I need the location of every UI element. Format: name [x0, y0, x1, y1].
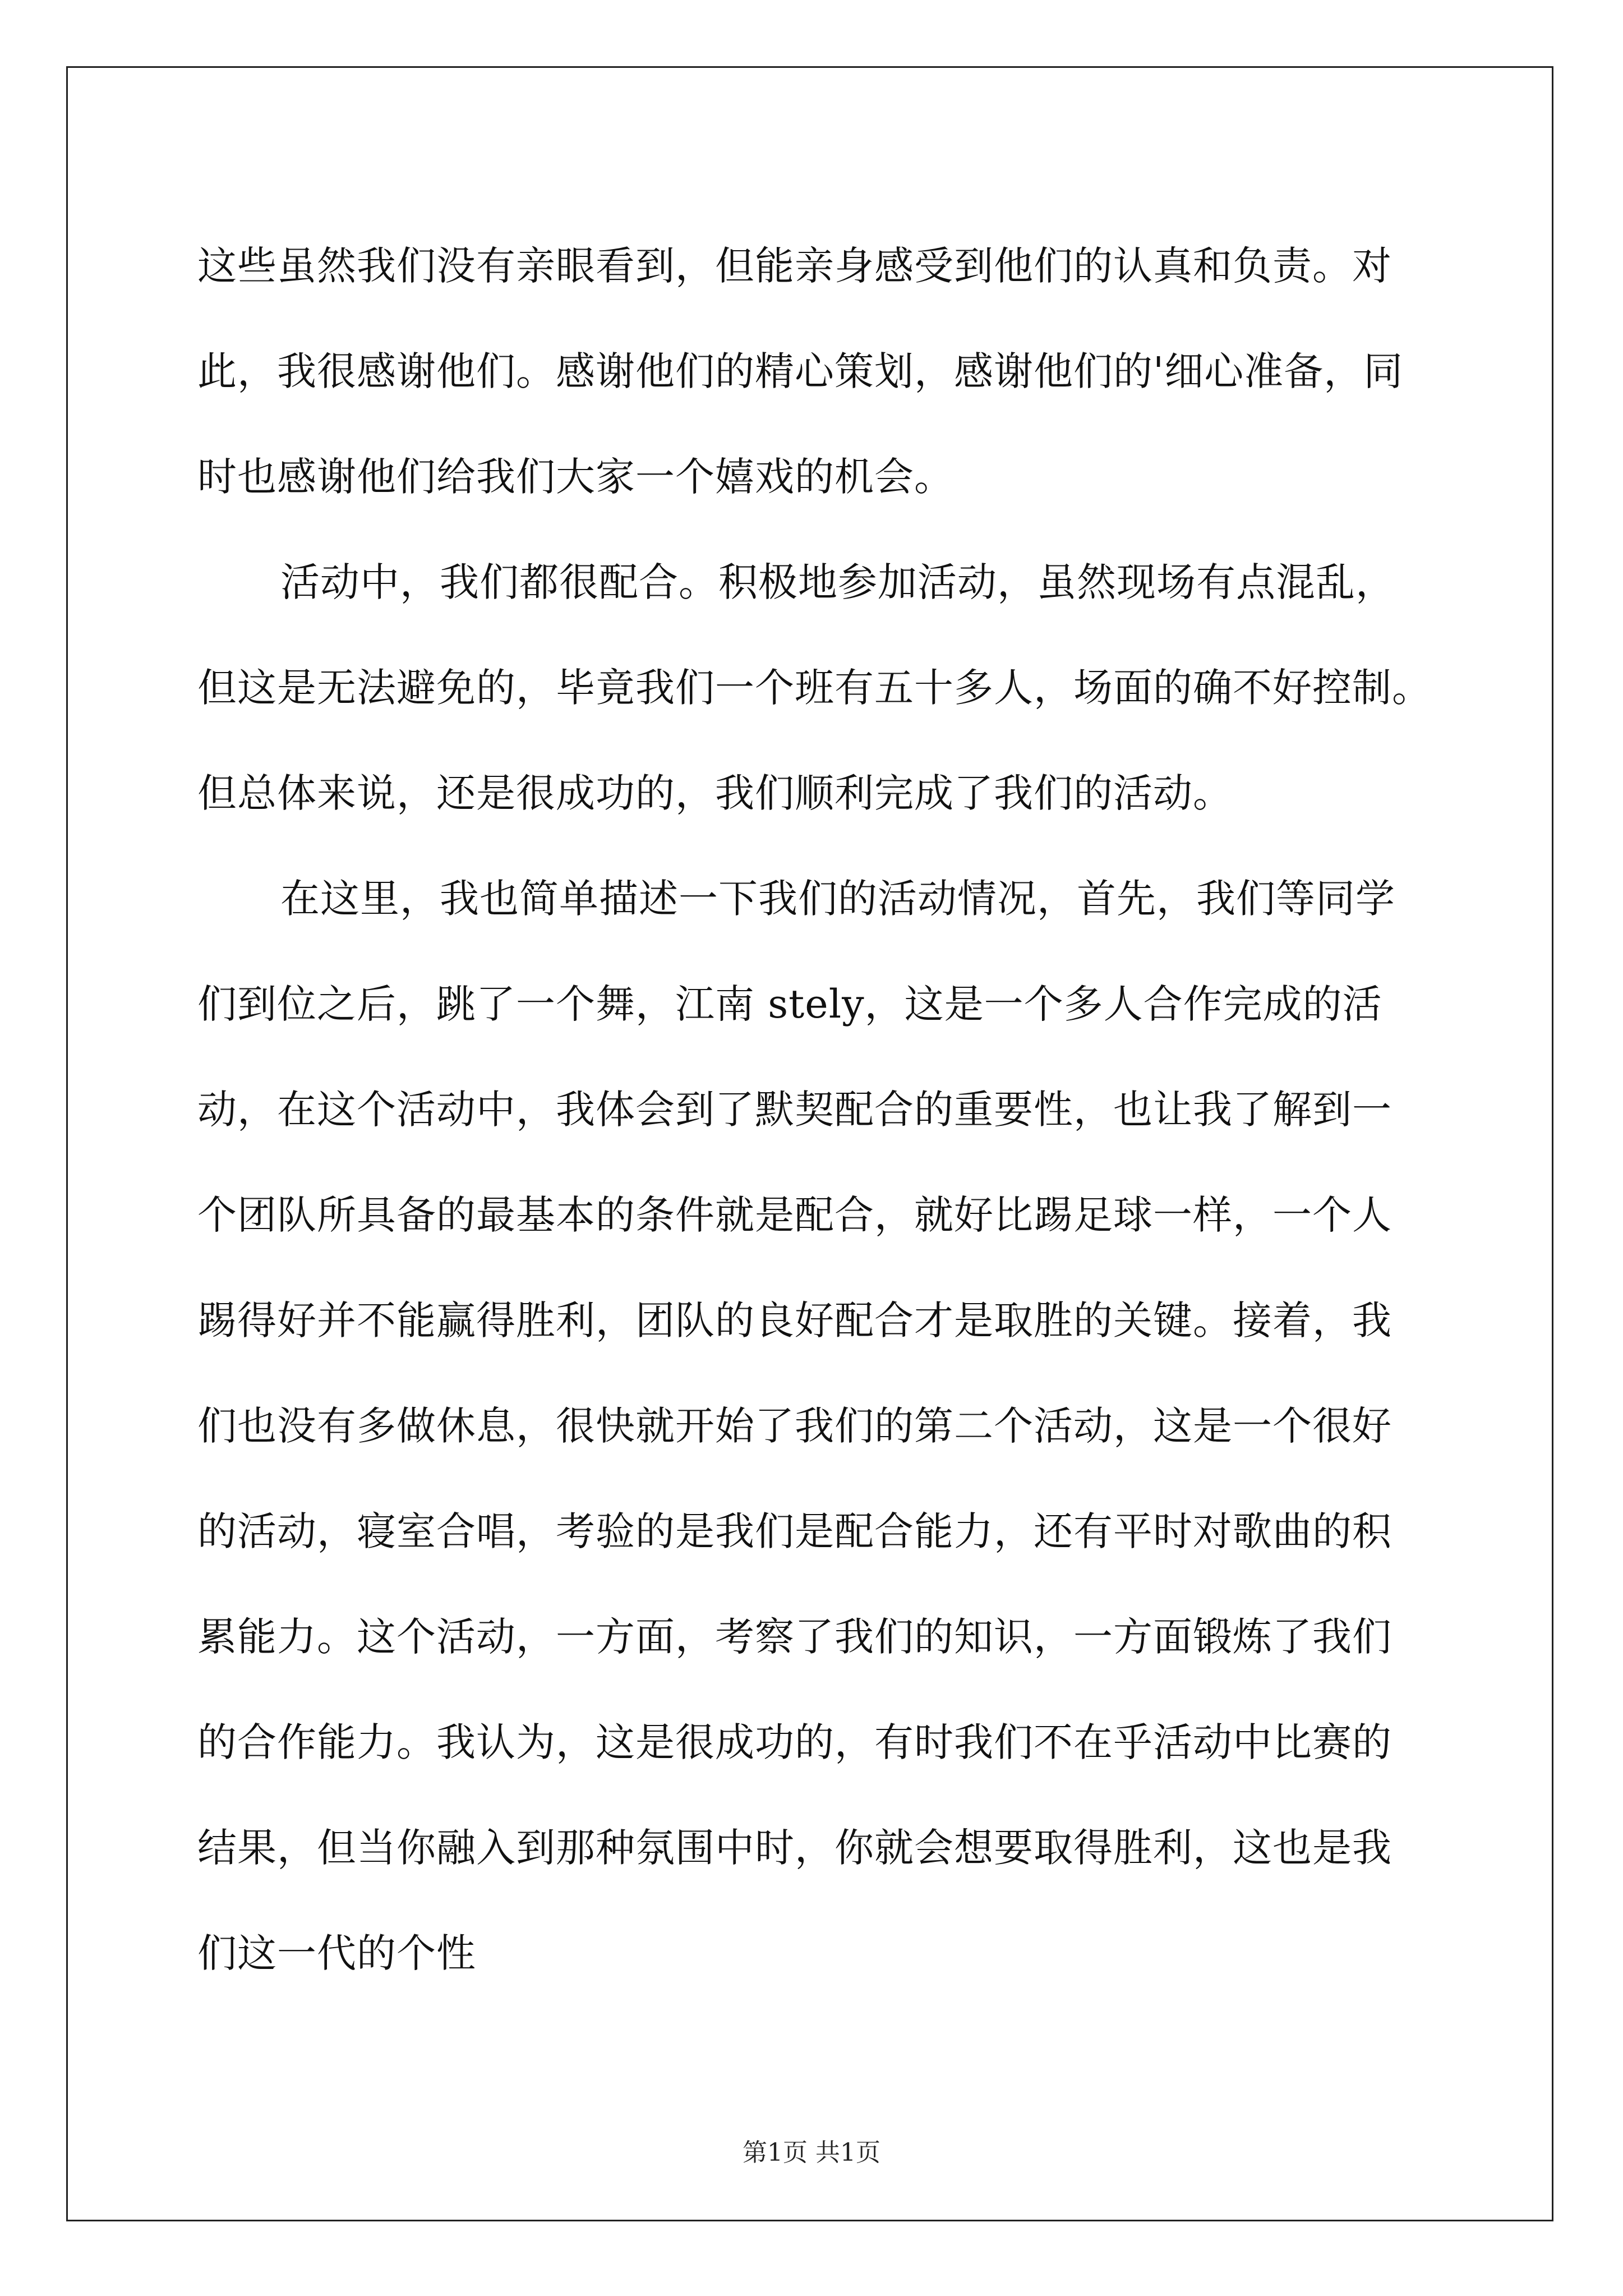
text-line-12: 们也没有多做休息，很快就开始了我们的第二个活动，这是一个很好	[197, 1403, 1392, 1449]
text-line-9: 动，在这个活动中，我体会到了默契配合的重要性，也让我了解到一	[197, 1087, 1392, 1133]
text-line-6: 但总体来说，还是很成功的，我们顺利完成了我们的活动。	[197, 770, 1233, 816]
text-line-14: 累能力。这个活动，一方面，考察了我们的知识，一方面锻炼了我们	[197, 1614, 1392, 1660]
text-line-4: 活动中，我们都很配合。积极地参加活动，虽然现场有点混乱，	[280, 559, 1395, 605]
text-line-2: 此，我很感谢他们。感谢他们的精心策划，感谢他们的'细心准备，同	[197, 348, 1404, 394]
text-line-5: 但这是无法避免的，毕竟我们一个班有五十多人，场面的确不好控制。	[197, 665, 1432, 711]
text-line-15: 的合作能力。我认为，这是很成功的，有时我们不在乎活动中比赛的	[197, 1719, 1392, 1765]
text-line-16: 结果，但当你融入到那种氛围中时，你就会想要取得胜利，这也是我	[197, 1825, 1392, 1871]
page-number-footer: 第1页 共1页	[743, 2138, 880, 2167]
text-line-8: 们到位之后，跳了一个舞，江南 stely，这是一个多人合作完成的活	[197, 981, 1382, 1027]
text-line-17: 们这一代的个性	[197, 1930, 476, 1976]
text-line-1: 这些虽然我们没有亲眼看到，但能亲身感受到他们的认真和负责。对	[197, 243, 1392, 289]
text-line-10: 个团队所具备的最基本的条件就是配合，就好比踢足球一样，一个人	[197, 1192, 1392, 1238]
text-line-3: 时也感谢他们给我们大家一个嬉戏的机会。	[197, 454, 954, 500]
text-line-11: 踢得好并不能赢得胜利，团队的良好配合才是取胜的关键。接着，我	[197, 1297, 1392, 1343]
text-line-7: 在这里，我也简单描述一下我们的活动情况，首先，我们等同学	[280, 876, 1395, 922]
document-body	[197, 213, 1459, 2006]
text-line-13: 的活动，寝室合唱，考验的是我们是配合能力，还有平时对歌曲的积	[197, 1508, 1392, 1554]
